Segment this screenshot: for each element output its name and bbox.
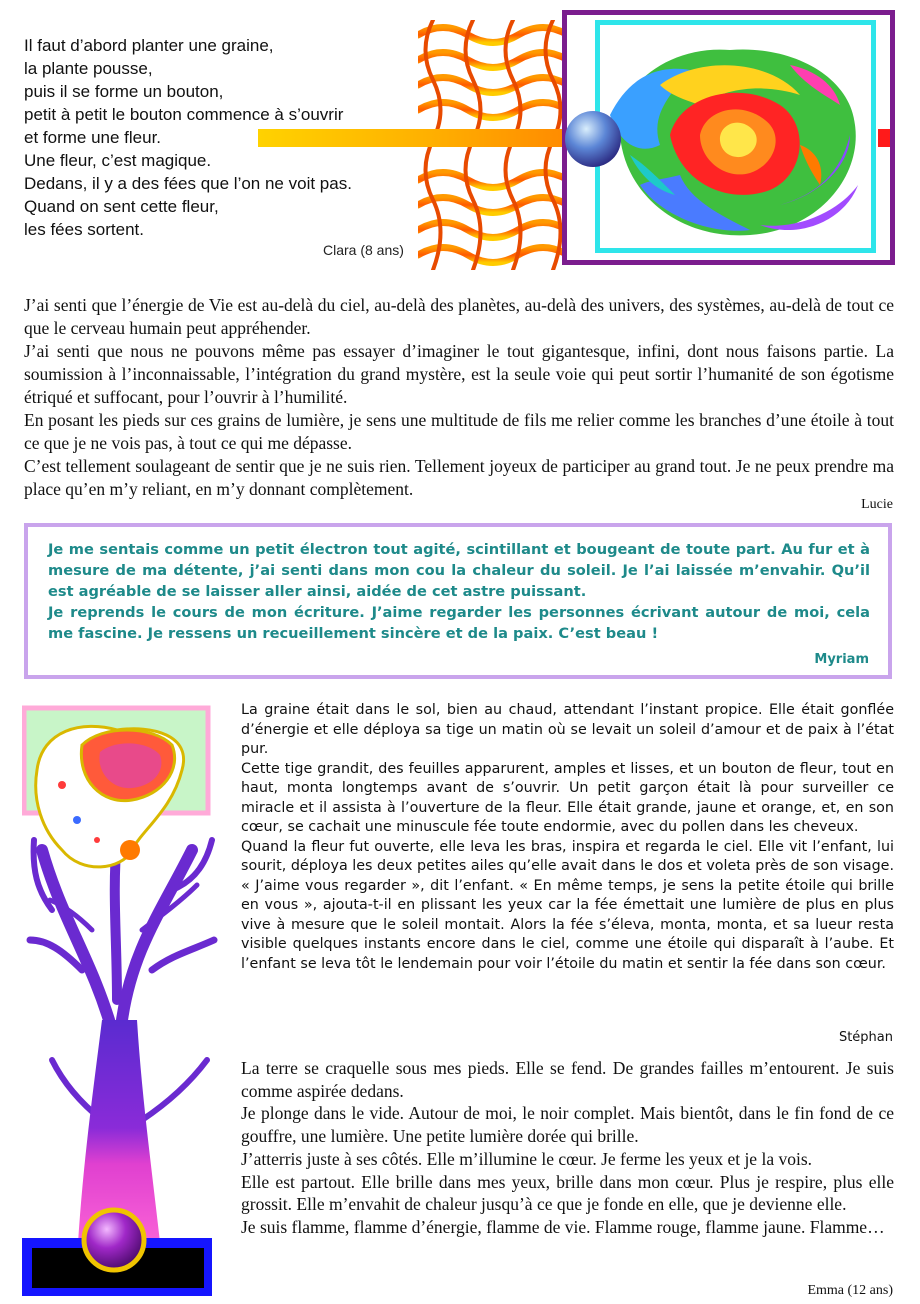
emma-author: Emma (12 ans) — [807, 1283, 893, 1298]
paragraph: Je me sentais comme un petit électron tout agité, scintillant et bougeant de toute part. Au fur et à mesure de ma détente, j’ai senti dans mon cou la chaleur du soleil. Je l’ai laissée m’envahir. Qu’il est agréable de se laisser aller ainsi, aidée de cet astre puissant. — [48, 541, 870, 600]
paragraph: Je reprends le cours de mon écriture. J’aime regarder les personnes écrivant autour de moi, cela me fascine. Je ressens un recueillement sincère et de la paix. C’est beau ! — [48, 604, 870, 642]
poem-author: Clara (8 ans) — [323, 242, 404, 258]
paragraph: Je suis flamme, flamme d’énergie, flamme de vie. Flamme rouge, flamme jaune. Flamme… — [241, 1216, 885, 1237]
paragraph: La graine était dans le sol, bien au chaud, attendant l’instant propice. Elle était gonflée d’énergie et elle déploya sa tige un matin où se levait un soleil d’amour et de paix à l’état pur. — [241, 702, 894, 757]
myriam-author: Myriam — [814, 652, 869, 667]
paragraph: Elle est partout. Elle brille dans mes yeux, brille dans mon cœur. Plus je respire, plus elle grossit. Elle m’envahit de chaleur jusqu’à ce que je fonde en elle, que je devienne elle. — [241, 1171, 894, 1215]
poem-line: et forme une fleur. — [24, 128, 162, 147]
poem-line: les fées sortent. — [24, 220, 145, 239]
myriam-text — [48, 539, 870, 644]
poem-line: Dedans, il y a des fées que l’on ne voit pas. — [24, 174, 352, 193]
lucie-text — [24, 294, 894, 501]
red-bar — [878, 129, 890, 147]
stephan-text — [241, 701, 894, 974]
emma-text — [241, 1057, 894, 1239]
poem-line: la plante pousse, — [24, 59, 153, 78]
colorful-mosaic-illustration — [600, 25, 871, 248]
paragraph: C’est tellement soulageant de sentir que je ne suis rien. Tellement joyeux de participer au grand tout. Je ne peux prendre ma place qu’en m’y reliant, en m’y donnant complètement. — [24, 456, 894, 499]
paragraph: Cette tige grandit, des feuilles apparurent, amples et lisses, et un bouton de fleur, tout en haut, monta longtemps avant de s’ouvrir. Un petit garçon était là pour surveiller ce miracle et il assista à l’ouverture de la fleur. Elle était grande, jaune et orange, et, en son cœur, se cachait une minuscule fée toute endormie, avec du pollen dans les cheveux. — [241, 760, 894, 835]
stephan-author: Stéphan — [838, 1030, 893, 1045]
paragraph: J’atterris juste à ses côtés. Elle m’illumine le cœur. Je ferme les yeux et je la vois. — [241, 1148, 813, 1169]
orange-gradient-bar — [258, 129, 570, 147]
paragraph: J’ai senti que nous ne pouvons même pas essayer d’imaginer le tout gigantesque, infini, dont nous faisons partie. La soumission à l’inconnaissable, l’intégration du grand mystère, est la seule voie qui peut sortir l’humanité de son égotisme étriqué et suffocant, pour l’ouvrir à l’humilité. — [24, 341, 894, 407]
paragraph: J’ai senti que l’énergie de Vie est au-delà du ciel, au-delà des planètes, au-delà des univers, des systèmes, au-delà de tout ce que le cerveau humain peut appréhender. — [24, 295, 894, 338]
paragraph: En posant les pieds sur ces grains de lumière, je sens une multitude de fils me relier comme les branches d’une étoile à tout ce que je ne vois pas, à tout ce qui me dépasse. — [24, 410, 894, 453]
poem-line: Une fleur, c’est magique. — [24, 151, 212, 170]
lucie-author: Lucie — [861, 497, 893, 512]
paragraph: Quand la fleur fut ouverte, elle leva les bras, inspira et regarda le ciel. Elle vit l’enfant, lui sourit, déploya les deux petites ailes qu’elle avait dans le dos et voleta près de son visage. « J’aime vous regarder », dit l’enfant. « En même temps, je sens la petite étoile qui brille en vous », ajouta-t-il en plissant les yeux car la fée émettait une lumière de plus en plus vive à mesure que le soleil montait. Alors la fée s’éleva, monta, monta, et sa lueur resta visible quelques instants encore dans le ciel, comme une étoile qui disparaît à l’aube. Et l’enfant se leva tôt le lendemain pour voir l’étoile du matin et sentir la fée dans son cœur. — [241, 838, 894, 972]
poem-line: Il faut d’abord planter une graine, — [24, 36, 274, 55]
paragraph: Je plonge dans le vide. Autour de moi, le noir complet. Mais bientôt, dans le fin fond de ce gouffre, une lumière. Une petite lumière dorée qui brille. — [241, 1103, 894, 1147]
poem-line: puis il se forme un bouton, — [24, 82, 224, 101]
blue-sphere — [565, 111, 621, 167]
tree-illustration — [22, 700, 218, 1300]
paragraph: La terre se craquelle sous mes pieds. Elle se fend. De grandes failles m’entourent. Je suis comme aspirée dedans. — [241, 1058, 894, 1101]
poem-line: Quand on sent cette fleur, — [24, 197, 219, 216]
poem-line: petit à petit le bouton commence à s’ouvrir — [24, 105, 344, 124]
